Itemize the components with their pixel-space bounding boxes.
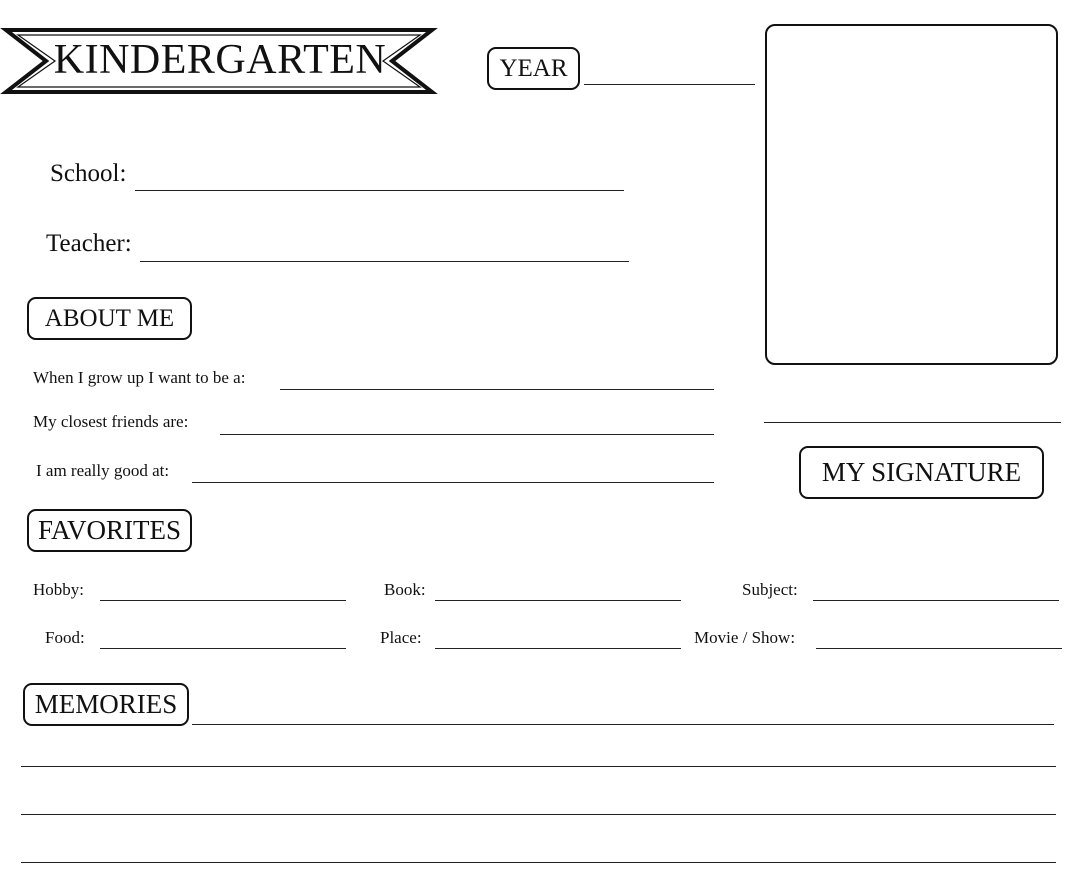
book-label: Book:: [384, 580, 426, 599]
memories-line-2[interactable]: [21, 766, 1056, 767]
good-at-field[interactable]: [192, 482, 714, 483]
hobby-field[interactable]: [100, 600, 346, 601]
memories-heading: MEMORIES: [23, 683, 189, 726]
memories-line-3[interactable]: [21, 814, 1056, 815]
hobby-label: Hobby:: [33, 580, 84, 599]
page-title: KINDERGARTEN: [53, 37, 387, 83]
subject-label: Subject:: [742, 580, 798, 599]
teacher-field[interactable]: [140, 261, 629, 262]
subject-field[interactable]: [813, 600, 1059, 601]
about-me-heading: ABOUT ME: [27, 297, 192, 340]
grow-up-label: When I grow up I want to be a:: [33, 368, 246, 387]
signature-label: MY SIGNATURE: [799, 446, 1044, 499]
signature-field[interactable]: [764, 422, 1061, 423]
movie-show-label: Movie / Show:: [694, 628, 796, 647]
friends-field[interactable]: [220, 434, 714, 435]
teacher-label: Teacher:: [46, 230, 132, 257]
place-field[interactable]: [435, 648, 681, 649]
year-field[interactable]: [584, 84, 755, 85]
year-label: YEAR: [487, 47, 580, 90]
favorites-heading: FAVORITES: [27, 509, 192, 552]
school-label: School:: [50, 160, 127, 187]
memories-line-4[interactable]: [21, 862, 1056, 863]
food-field[interactable]: [100, 648, 346, 649]
good-at-label: I am really good at:: [36, 461, 170, 480]
photo-frame[interactable]: [765, 24, 1058, 365]
grow-up-field[interactable]: [280, 389, 714, 390]
book-field[interactable]: [435, 600, 681, 601]
memories-line-1[interactable]: [192, 724, 1054, 725]
friends-label: My closest friends are:: [33, 412, 189, 431]
school-field[interactable]: [135, 190, 624, 191]
food-label: Food:: [45, 628, 85, 647]
place-label: Place:: [380, 628, 422, 647]
movie-show-field[interactable]: [816, 648, 1062, 649]
